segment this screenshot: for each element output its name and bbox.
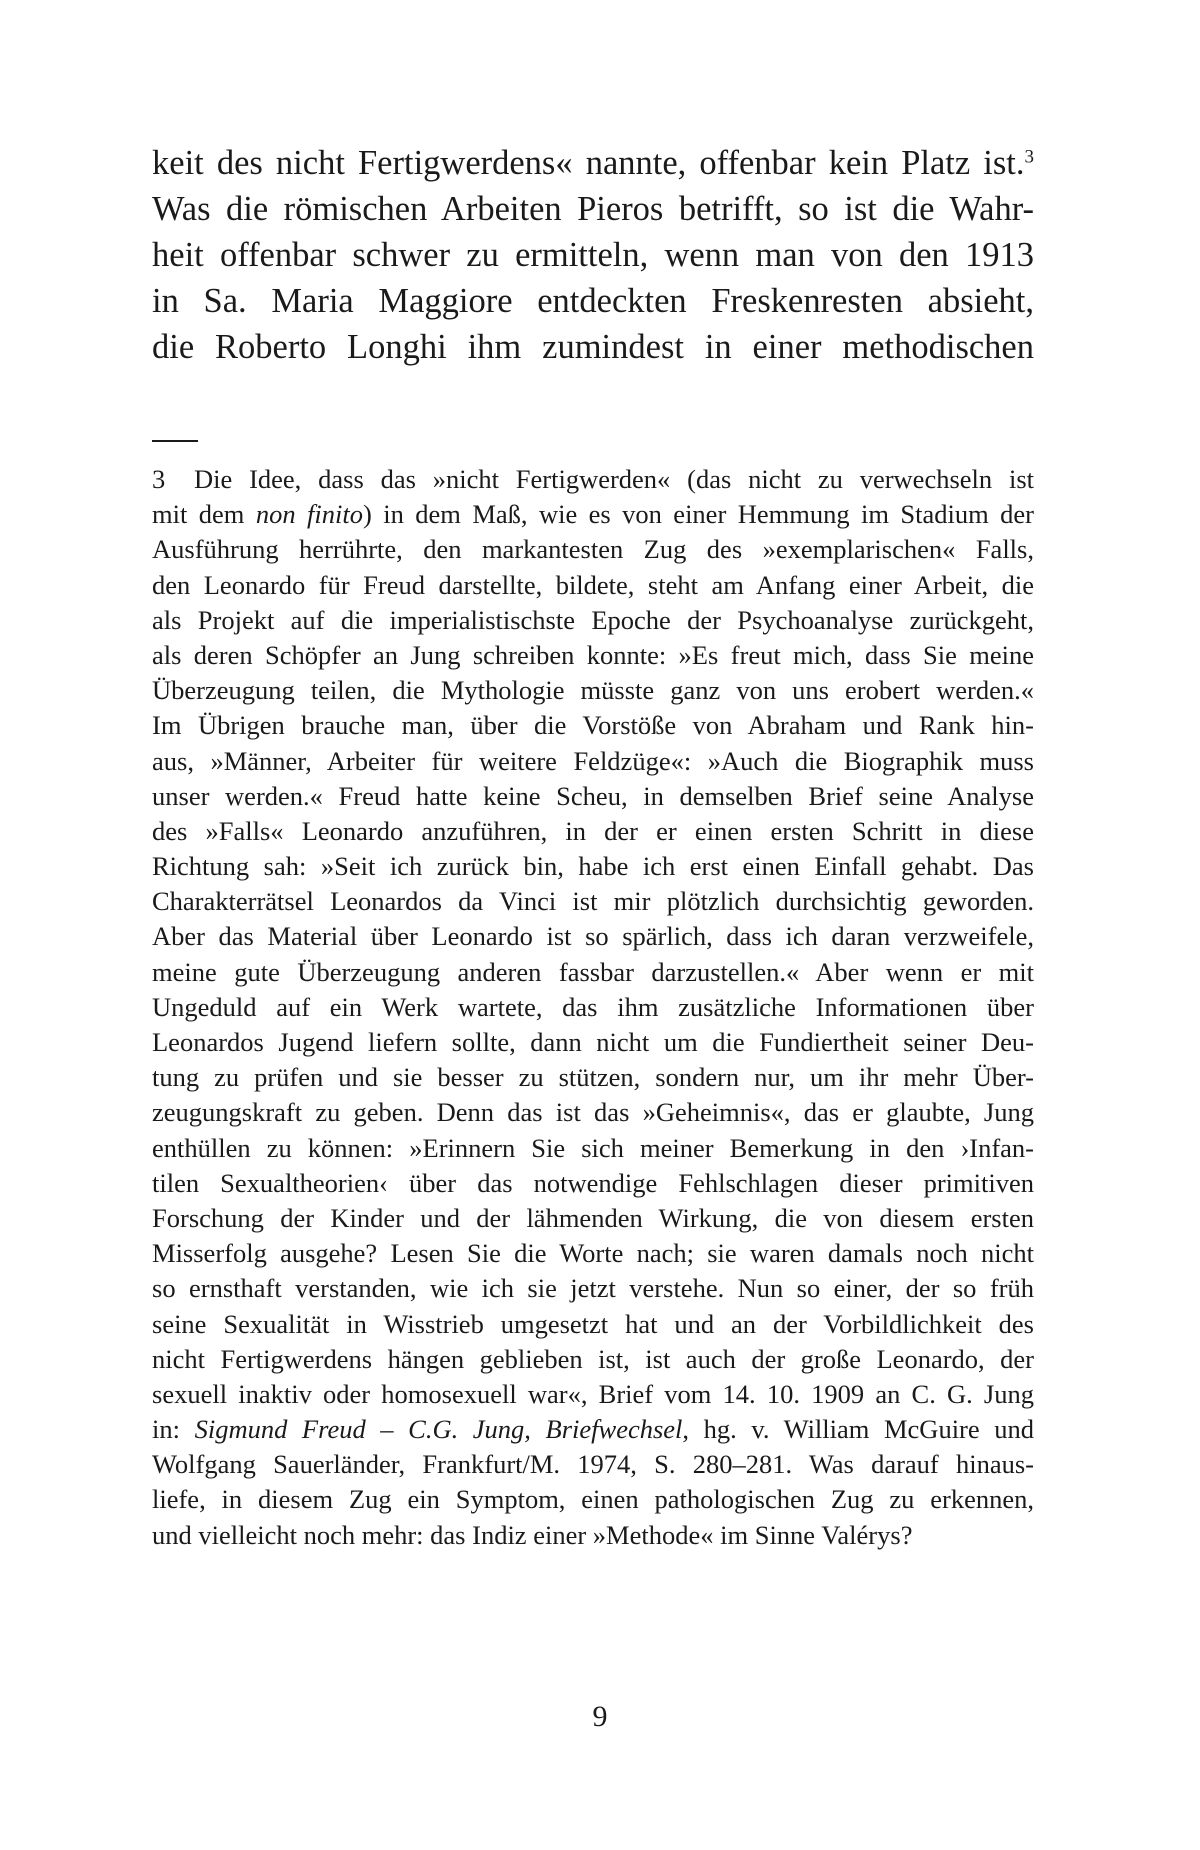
footnote-citation-line: [152, 1412, 1034, 1447]
footnote-line: aus, »Männer, Arbeiter für weitere Feldzüge«: »Auch die Biographik muss: [152, 745, 1034, 776]
footnote-line: Leonardos Jugend liefern sollte, dann nicht um die Fundiertheit seiner Deu-: [152, 1027, 1034, 1057]
footnote-line: tilen Sexualtheorien‹ über das notwendige Fehlschlagen dieser primitiven: [152, 1167, 1034, 1198]
footnote-line: unser werden.« Freud hatte keine Scheu, in demselben Brief seine Analyse: [152, 780, 1034, 811]
footnote-line: Ausführung herrührte, den markantesten Zug des »exemplarischen« Falls,: [152, 534, 1034, 565]
body-line-2: Was die römischen Arbeiten Pieros betrifft, so ist die Wahr-: [152, 190, 1034, 228]
footnote-reference[interactable]: 3: [1024, 146, 1034, 168]
footnote-line: enthüllen zu können: »Erinnern Sie sich meiner Bemerkung in den ›Infan-: [152, 1132, 1034, 1163]
footnote-line: des »Falls« Leonardo anzuführen, in der er einen ersten Schritt in diese: [152, 815, 1034, 846]
footnote-line-1-text: Die Idee, dass das »nicht Fertigwerden« (das nicht zu verwechseln ist: [194, 464, 1034, 494]
italic-non-finito: non finito: [255, 499, 363, 530]
footnote-line: als deren Schöpfer an Jung schreiben konnte: »Es freut mich, dass Sie meine: [152, 639, 1034, 670]
body-line-5: die Roberto Longhi ihm zumindest in einer methodischen: [152, 328, 1034, 366]
footnote-line-1: [152, 462, 1034, 497]
footnote-separator: [152, 440, 198, 442]
footnote-line-2-a: mit dem: [152, 499, 256, 530]
footnote-line: Ungeduld auf ein Werk wartete, das ihm zusätzliche Informationen über: [152, 991, 1034, 1022]
footnote-line: zeugungskraft zu geben. Denn das ist das »Geheimnis«, das er glaubte, Jung: [152, 1097, 1034, 1128]
body-line-1: [152, 140, 1034, 186]
footnote-line: so ernsthaft verstanden, wie ich sie jetzt verstehe. Nun so einer, der so früh: [152, 1273, 1034, 1304]
footnote-line: Wolfgang Sauerländer, Frankfurt/M. 1974, S. 280–281. Was darauf hinaus-: [152, 1449, 1034, 1480]
footnote-line: und vielleicht noch mehr: das Indiz einer »Methode« im Sinne Valérys?: [152, 1519, 913, 1550]
footnote-line: Misserfolg ausgehe? Lesen Sie die Worte nach; sie waren damals noch nicht: [152, 1238, 1034, 1269]
footnote-line: Überzeugung teilen, die Mythologie müsste ganz von uns erobert werden.«: [152, 675, 1034, 706]
citation-suffix: , hg. v. William McGuire und: [682, 1414, 1034, 1445]
footnote-line: meine gute Überzeugung anderen fassbar darzustellen.« Aber wenn er mit: [152, 956, 1034, 987]
footnote-number: 3: [152, 464, 166, 494]
footnote-line: Aber das Material über Leonardo ist so spärlich, dass ich daran verzweifele,: [152, 921, 1034, 952]
footnote-3: [152, 462, 1034, 1553]
footnote-line: den Leonardo für Freud darstellte, bildete, steht am Anfang einer Arbeit, die: [152, 569, 1034, 600]
footnote-line: Forschung der Kinder und der lähmenden Wirkung, die von diesem ersten: [152, 1202, 1034, 1233]
footnote-line: tung zu prüfen und sie besser zu stützen, sondern nur, um ihr mehr Über-: [152, 1062, 1034, 1093]
footnote-line: Richtung sah: »Seit ich zurück bin, habe ich erst einen Einfall gehabt. Das: [152, 851, 1034, 882]
footnote-middle-lines: [152, 532, 1034, 1412]
footnote-line: seine Sexualität in Wisstrieb umgesetzt hat und an der Vorbildlichkeit des: [152, 1308, 1034, 1339]
body-line-3: heit offenbar schwer zu ermitteln, wenn man von den 1913: [152, 236, 1034, 274]
page-number: 9: [592, 1700, 608, 1733]
footnote-line: als Projekt auf die imperialistischste Epoche der Psychoanalyse zurückgeht,: [152, 604, 1034, 635]
body-line-4: in Sa. Maria Maggiore entdeckten Freskenresten absieht,: [152, 282, 1034, 320]
footnote-line: Charakterrätsel Leonardos da Vinci ist mir plötzlich durchsichtig geworden.: [152, 886, 1034, 917]
body-line-1-text: keit des nicht Fertigwerdens« nannte, offenbar kein Platz ist.: [152, 144, 1025, 182]
italic-citation-title: Sigmund Freud – C.G. Jung, Briefwechsel: [194, 1414, 683, 1445]
footnote-end-lines: [152, 1447, 1034, 1553]
footnote-line: liefe, in diesem Zug ein Symptom, einen pathologischen Zug zu erkennen,: [152, 1484, 1034, 1515]
footnote-line-2: [152, 497, 1034, 532]
footnote-line: nicht Fertigwerdens hängen geblieben ist, ist auch der große Leonardo, der: [152, 1343, 1034, 1374]
footnote-line: sexuell inaktiv oder homosexuell war«, Brief vom 14. 10. 1909 an C. G. Jung: [152, 1378, 1034, 1409]
citation-prefix: in:: [152, 1414, 195, 1445]
footnote-line: Im Übrigen brauche man, über die Vorstöße von Abraham und Rank hin-: [152, 710, 1034, 741]
main-text: [152, 140, 1034, 370]
footnote-line-2-b: ) in dem Maß, wie es von einer Hemmung im Stadium der: [362, 499, 1035, 530]
